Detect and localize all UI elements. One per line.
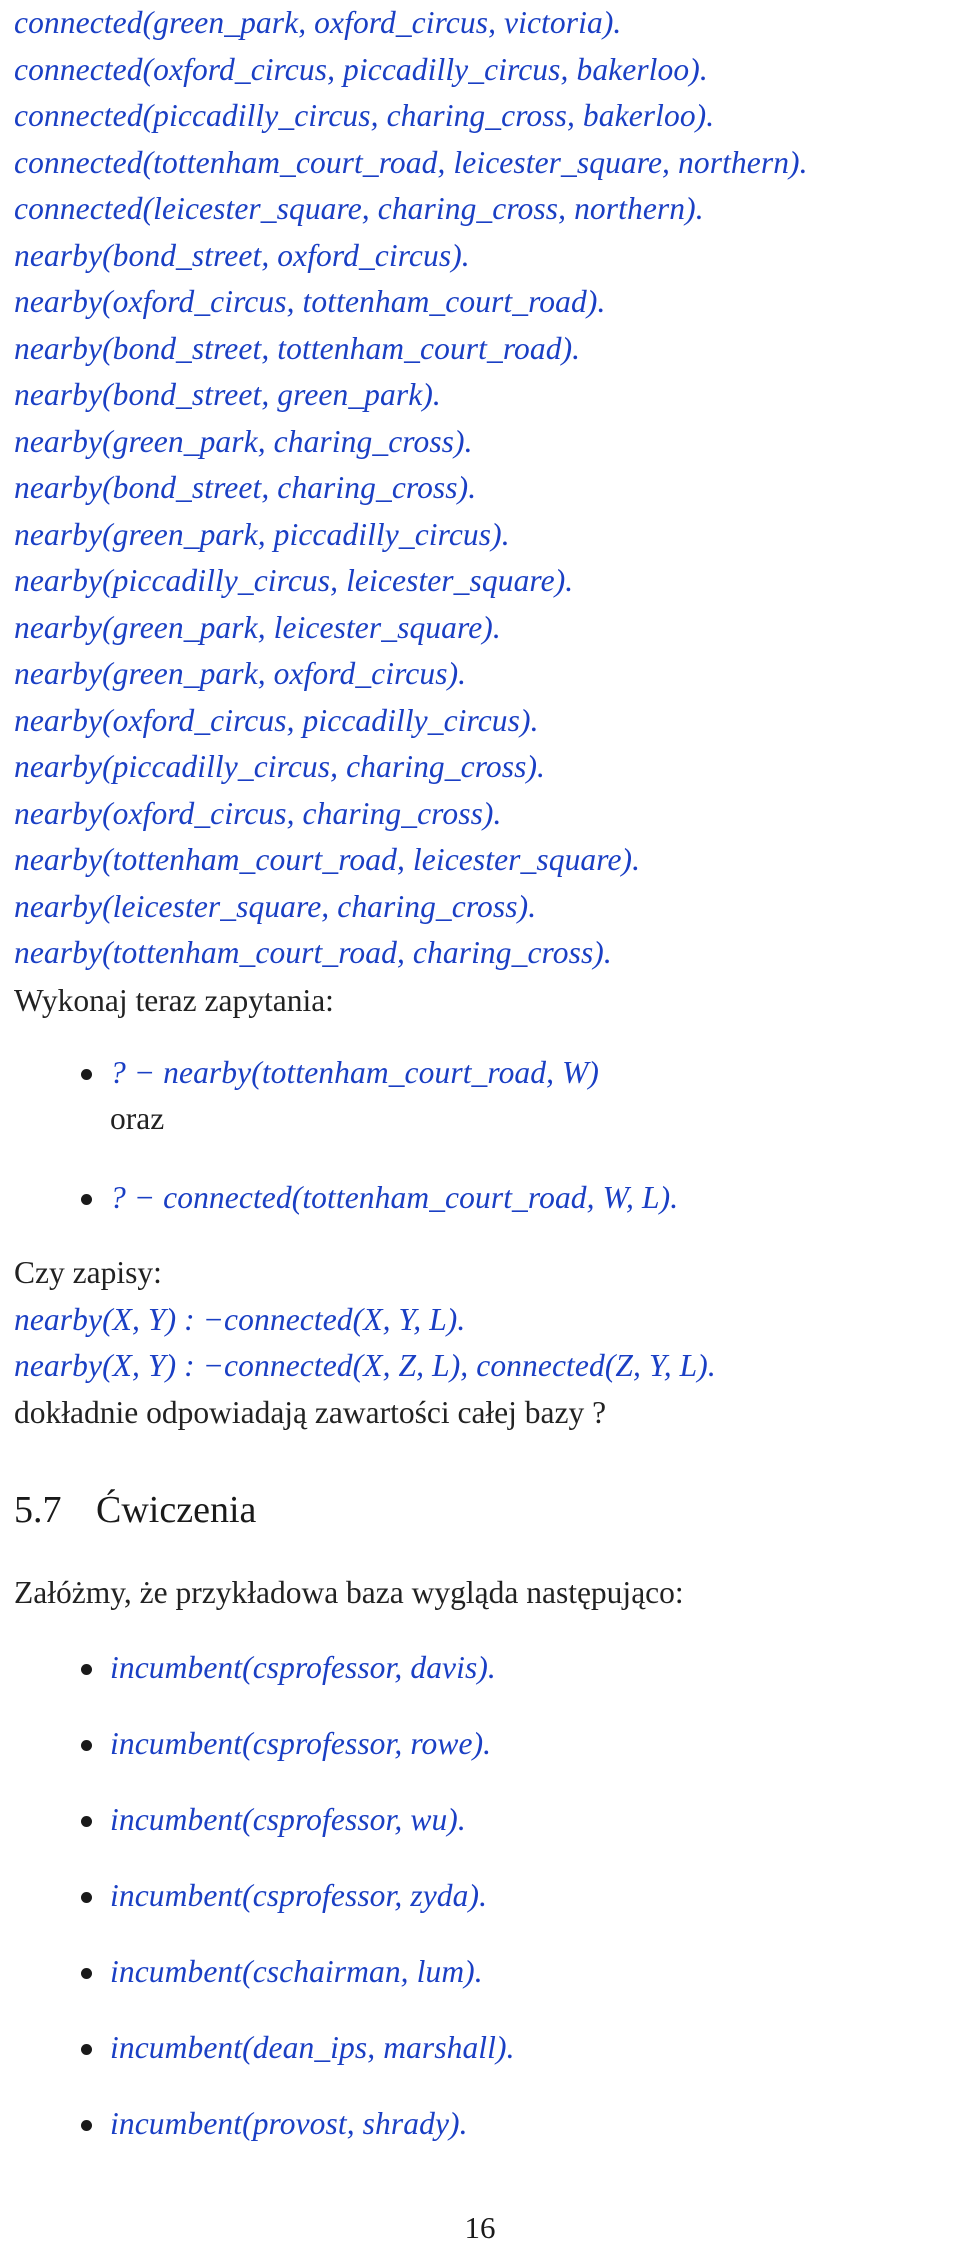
query-item — [14, 1050, 599, 1096]
fact-line: nearby(green_park, oxford_circus). — [14, 656, 467, 691]
fact-line: nearby(oxford_circus, piccadilly_circus). — [14, 702, 539, 738]
list-item — [14, 1721, 515, 1797]
list-item — [14, 2025, 515, 2101]
fact-line: nearby(bond_street, tottenham_court_road). — [14, 330, 581, 366]
bullet-icon — [81, 1664, 92, 1675]
section-title: Ćwiczenia — [96, 1489, 257, 1531]
rule-line: nearby(X, Y) : −connected(X, Y, L). — [14, 1301, 466, 1337]
list-item — [14, 1873, 515, 1949]
query-list — [14, 1050, 599, 1142]
section-heading — [14, 1488, 256, 1532]
incumbent-text: incumbent(csprofessor, davis). — [110, 1650, 496, 1685]
rule-line: nearby(X, Y) : −connected(X, Z, L), connected(Z, Y, L). — [14, 1348, 716, 1383]
list-item — [14, 1645, 515, 1721]
fact-line: nearby(green_park, piccadilly_circus). — [14, 516, 510, 552]
bullet-icon — [81, 2120, 92, 2131]
question-lead: Czy zapisy: — [14, 1255, 162, 1290]
fact-line: nearby(oxford_circus, tottenham_court_road). — [14, 284, 606, 319]
bullet-icon — [81, 1194, 92, 1205]
query-text: ? − nearby(tottenham_court_road, W) — [110, 1055, 600, 1090]
incumbent-text: incumbent(provost, shrady). — [110, 2106, 468, 2141]
incumbent-text: incumbent(csprofessor, rowe). — [110, 1726, 492, 1761]
fact-line: nearby(green_park, charing_cross). — [14, 423, 473, 459]
incumbent-text: incumbent(cschairman, lum). — [110, 1954, 483, 1989]
bullet-icon — [81, 1069, 92, 1080]
section-number: 5.7 — [14, 1489, 62, 1531]
bullet-icon — [81, 1740, 92, 1751]
facts-block — [14, 0, 808, 977]
incumbent-list — [14, 1645, 515, 2177]
fact-line: connected(leicester_square, charing_cross, northern). — [14, 191, 704, 226]
incumbent-text: incumbent(dean_ips, marshall). — [110, 2030, 515, 2065]
fact-line: connected(tottenham_court_road, leicester_square, northern). — [14, 144, 808, 180]
bullet-icon — [81, 2044, 92, 2055]
bullet-icon — [81, 1816, 92, 1827]
query-text: ? − connected(tottenham_court_road, W, L). — [110, 1180, 679, 1215]
fact-line: nearby(leicester_square, charing_cross). — [14, 888, 537, 924]
query-conjunction: oraz — [110, 1101, 165, 1136]
fact-line: nearby(piccadilly_circus, leicester_square). — [14, 563, 574, 598]
assume-text: Załóżmy, że przykładowa baza wygląda następująco: — [14, 1575, 684, 1610]
page-number: 16 — [464, 2210, 496, 2245]
query-item — [14, 1175, 678, 1221]
incumbent-text: incumbent(csprofessor, zyda). — [110, 1878, 488, 1913]
list-item — [14, 2101, 515, 2177]
fact-line: nearby(bond_street, charing_cross). — [14, 470, 477, 505]
incumbent-text: incumbent(csprofessor, wu). — [110, 1802, 466, 1837]
question-tail: dokładnie odpowiadają zawartości całej bazy ? — [14, 1394, 607, 1430]
fact-line: nearby(green_park, leicester_square). — [14, 609, 501, 645]
bullet-icon — [81, 1892, 92, 1903]
bullet-icon — [81, 1968, 92, 1979]
fact-line: connected(oxford_circus, piccadilly_circus, bakerloo). — [14, 51, 708, 87]
fact-line: nearby(bond_street, oxford_circus). — [14, 237, 470, 273]
fact-line: connected(green_park, oxford_circus, victoria). — [14, 5, 622, 40]
list-item — [14, 1797, 515, 1873]
fact-line: nearby(piccadilly_circus, charing_cross). — [14, 749, 546, 784]
list-item — [14, 1949, 515, 2025]
fact-line: connected(piccadilly_circus, charing_cross, bakerloo). — [14, 98, 715, 133]
fact-line: nearby(tottenham_court_road, leicester_square). — [14, 842, 641, 877]
fact-line: nearby(bond_street, green_park). — [14, 377, 441, 412]
intro-text: Wykonaj teraz zapytania: — [14, 983, 334, 1018]
question-block — [14, 1250, 716, 1436]
fact-line: nearby(oxford_circus, charing_cross). — [14, 795, 502, 831]
fact-line: nearby(tottenham_court_road, charing_cross). — [14, 935, 612, 970]
